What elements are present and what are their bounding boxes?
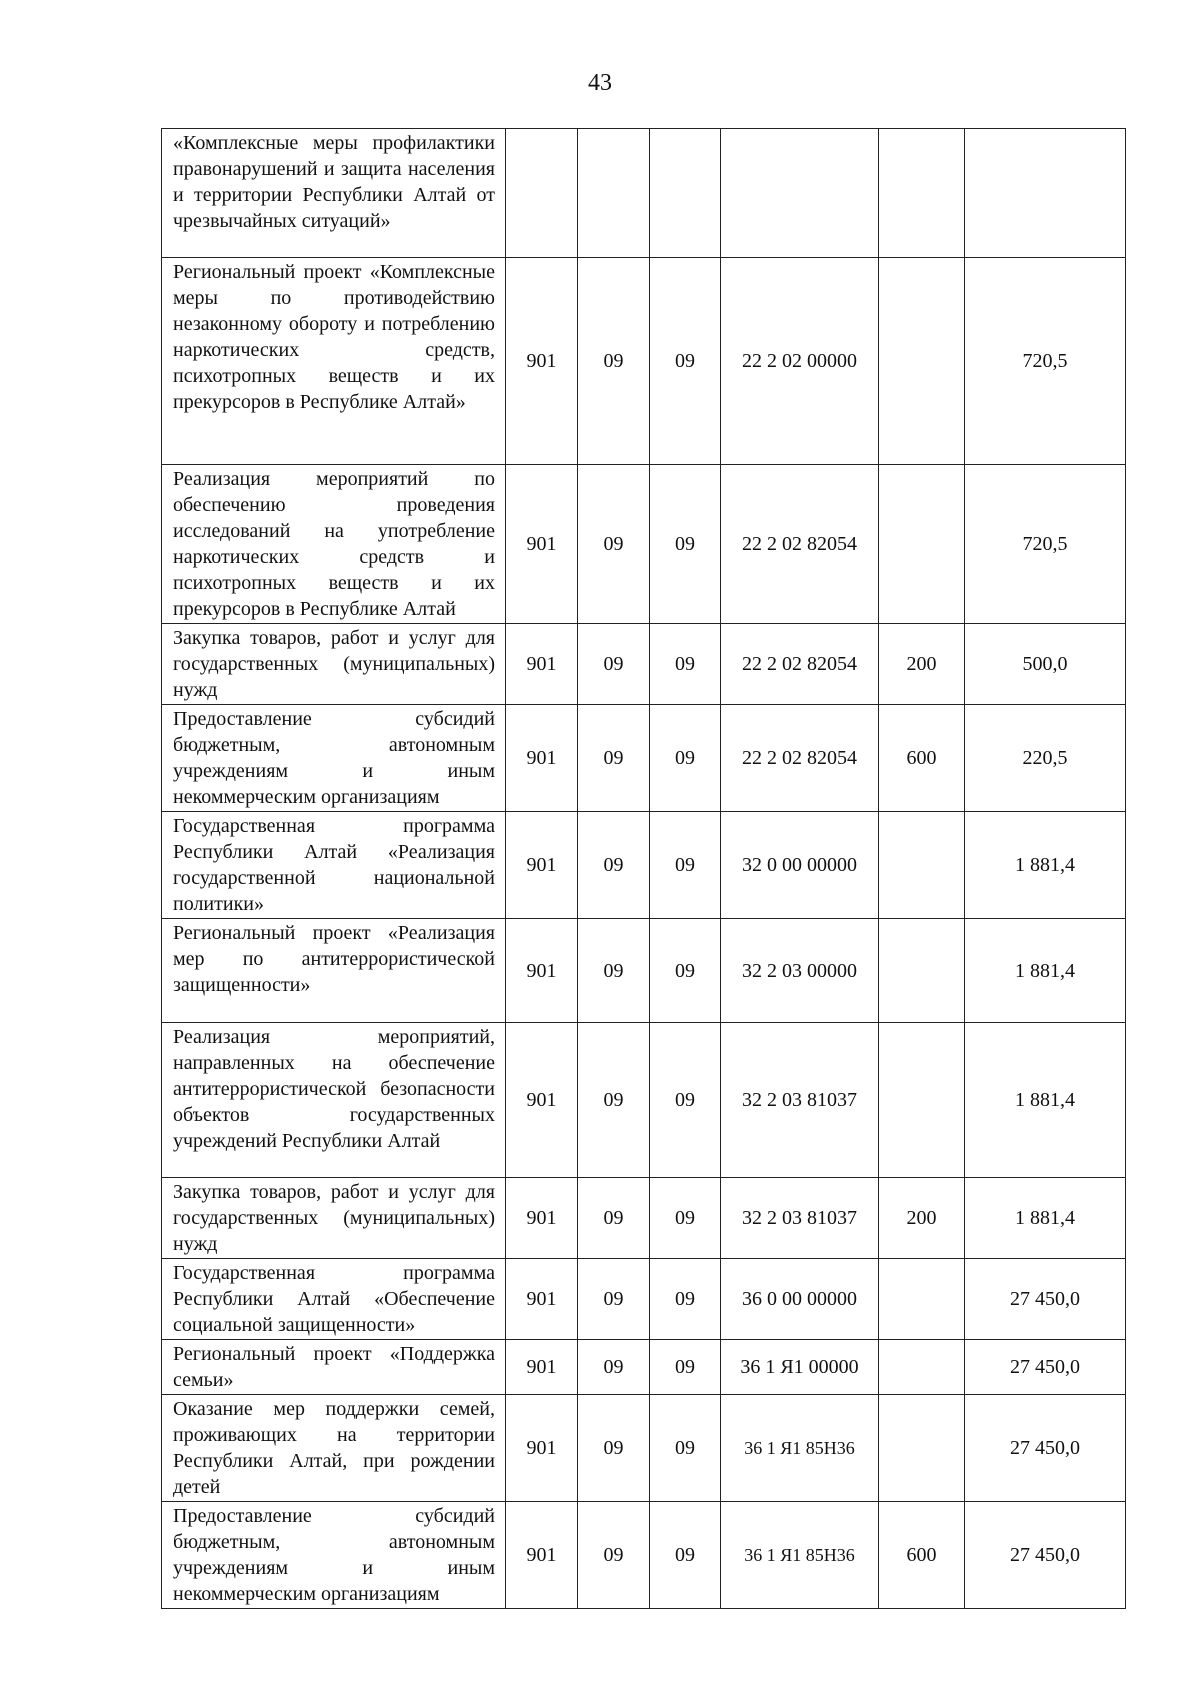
row-rz: 09 — [578, 1502, 650, 1609]
row-vr — [879, 1259, 965, 1340]
row-pr: 09 — [650, 812, 721, 919]
row-sum: 720,5 — [965, 465, 1126, 624]
row-name: Региональный проект «Комплексные меры по противодействию незаконному обороту и потреблению наркотических средств, психотропных веществ и их прекурсоров в Республике Алтай» — [162, 258, 506, 465]
row-sum: 1 881,4 — [965, 812, 1126, 919]
page-number: 43 — [588, 70, 612, 96]
row-vr — [879, 1023, 965, 1178]
row-pr: 09 — [650, 1259, 721, 1340]
row-rz — [578, 129, 650, 258]
table-row — [162, 1259, 1126, 1340]
row-gr: 901 — [506, 919, 578, 1023]
row-gr: 901 — [506, 465, 578, 624]
row-pr: 09 — [650, 1502, 721, 1609]
row-gr: 901 — [506, 258, 578, 465]
row-pr: 09 — [650, 1340, 721, 1395]
row-csr: 22 2 02 00000 — [721, 258, 879, 465]
row-gr: 901 — [506, 1502, 578, 1609]
row-rz: 09 — [578, 705, 650, 812]
row-vr — [879, 812, 965, 919]
row-vr — [879, 1340, 965, 1395]
row-gr: 901 — [506, 1259, 578, 1340]
table-row — [162, 465, 1126, 624]
row-name: Предоставление субсидий бюджетным, автономным учреждениям и иным некоммерческим организациям — [162, 1502, 506, 1609]
row-gr: 901 — [506, 705, 578, 812]
table-row — [162, 258, 1126, 465]
row-sum: 27 450,0 — [965, 1340, 1126, 1395]
row-csr: 22 2 02 82054 — [721, 624, 879, 705]
row-pr: 09 — [650, 1178, 721, 1259]
row-gr: 901 — [506, 1340, 578, 1395]
row-pr: 09 — [650, 624, 721, 705]
row-sum: 1 881,4 — [965, 919, 1126, 1023]
row-name: Реализация мероприятий по обеспечению проведения исследований на употребление наркотических средств и психотропных веществ и их прекурсоров в Республике Алтай — [162, 465, 506, 624]
row-name: Оказание мер поддержки семей, проживающих на территории Республики Алтай, при рождении детей — [162, 1395, 506, 1502]
row-name: Закупка товаров, работ и услуг для государственных (муниципальных) нужд — [162, 1178, 506, 1259]
row-sum: 500,0 — [965, 624, 1126, 705]
row-csr: 32 2 03 81037 — [721, 1178, 879, 1259]
row-name: Государственная программа Республики Алтай «Обеспечение социальной защищенности» — [162, 1259, 506, 1340]
table-row — [162, 1178, 1126, 1259]
row-csr: 36 0 00 00000 — [721, 1259, 879, 1340]
row-name: Государственная программа Республики Алтай «Реализация государственной национальной политики» — [162, 812, 506, 919]
row-csr: 36 1 Я1 85Н36 — [721, 1395, 879, 1502]
table-row — [162, 1340, 1126, 1395]
row-pr — [650, 129, 721, 258]
row-vr: 600 — [879, 705, 965, 812]
row-sum: 220,5 — [965, 705, 1126, 812]
row-rz: 09 — [578, 919, 650, 1023]
table-row — [162, 129, 1126, 258]
row-pr: 09 — [650, 465, 721, 624]
row-pr: 09 — [650, 705, 721, 812]
row-vr — [879, 919, 965, 1023]
row-sum — [965, 129, 1126, 258]
row-sum: 27 450,0 — [965, 1502, 1126, 1609]
row-rz: 09 — [578, 465, 650, 624]
row-gr: 901 — [506, 1023, 578, 1178]
row-rz: 09 — [578, 258, 650, 465]
row-csr — [721, 129, 879, 258]
table-row — [162, 705, 1126, 812]
row-name: Предоставление субсидий бюджетным, автономным учреждениям и иным некоммерческим организациям — [162, 705, 506, 812]
budget-table — [161, 128, 1126, 1609]
row-vr — [879, 1395, 965, 1502]
row-rz: 09 — [578, 1259, 650, 1340]
row-rz: 09 — [578, 1340, 650, 1395]
row-name: Региональный проект «Реализация мер по антитеррористической защищенности» — [162, 919, 506, 1023]
row-csr: 32 0 00 00000 — [721, 812, 879, 919]
row-gr: 901 — [506, 1178, 578, 1259]
row-pr: 09 — [650, 919, 721, 1023]
row-rz: 09 — [578, 812, 650, 919]
row-sum: 27 450,0 — [965, 1259, 1126, 1340]
row-gr: 901 — [506, 812, 578, 919]
row-sum: 720,5 — [965, 258, 1126, 465]
row-vr: 200 — [879, 1178, 965, 1259]
row-pr: 09 — [650, 258, 721, 465]
row-rz: 09 — [578, 1178, 650, 1259]
row-gr: 901 — [506, 624, 578, 705]
row-csr: 32 2 03 81037 — [721, 1023, 879, 1178]
row-sum: 1 881,4 — [965, 1178, 1126, 1259]
row-csr: 32 2 03 00000 — [721, 919, 879, 1023]
row-sum: 27 450,0 — [965, 1395, 1126, 1502]
row-csr: 22 2 02 82054 — [721, 705, 879, 812]
row-name: «Комплексные меры профилактики правонарушений и защита населения и территории Республики Алтай от чрезвычайных ситуаций» — [162, 129, 506, 258]
row-name: Региональный проект «Поддержка семьи» — [162, 1340, 506, 1395]
row-vr — [879, 465, 965, 624]
row-rz: 09 — [578, 624, 650, 705]
row-csr: 22 2 02 82054 — [721, 465, 879, 624]
row-rz: 09 — [578, 1395, 650, 1502]
row-gr: 901 — [506, 1395, 578, 1502]
row-sum: 1 881,4 — [965, 1023, 1126, 1178]
row-csr: 36 1 Я1 85Н36 — [721, 1502, 879, 1609]
table-row — [162, 1395, 1126, 1502]
row-name: Реализация мероприятий, направленных на обеспечение антитеррористической безопасности объектов государственных учреждений Республики Алтай — [162, 1023, 506, 1178]
row-vr — [879, 129, 965, 258]
table-row — [162, 919, 1126, 1023]
table-row — [162, 812, 1126, 919]
row-vr: 200 — [879, 624, 965, 705]
row-vr — [879, 258, 965, 465]
row-vr: 600 — [879, 1502, 965, 1609]
row-csr: 36 1 Я1 00000 — [721, 1340, 879, 1395]
row-pr: 09 — [650, 1023, 721, 1178]
table-row — [162, 1502, 1126, 1609]
table-row — [162, 1023, 1126, 1178]
row-rz: 09 — [578, 1023, 650, 1178]
row-pr: 09 — [650, 1395, 721, 1502]
table-row — [162, 624, 1126, 705]
row-name: Закупка товаров, работ и услуг для государственных (муниципальных) нужд — [162, 624, 506, 705]
row-gr — [506, 129, 578, 258]
